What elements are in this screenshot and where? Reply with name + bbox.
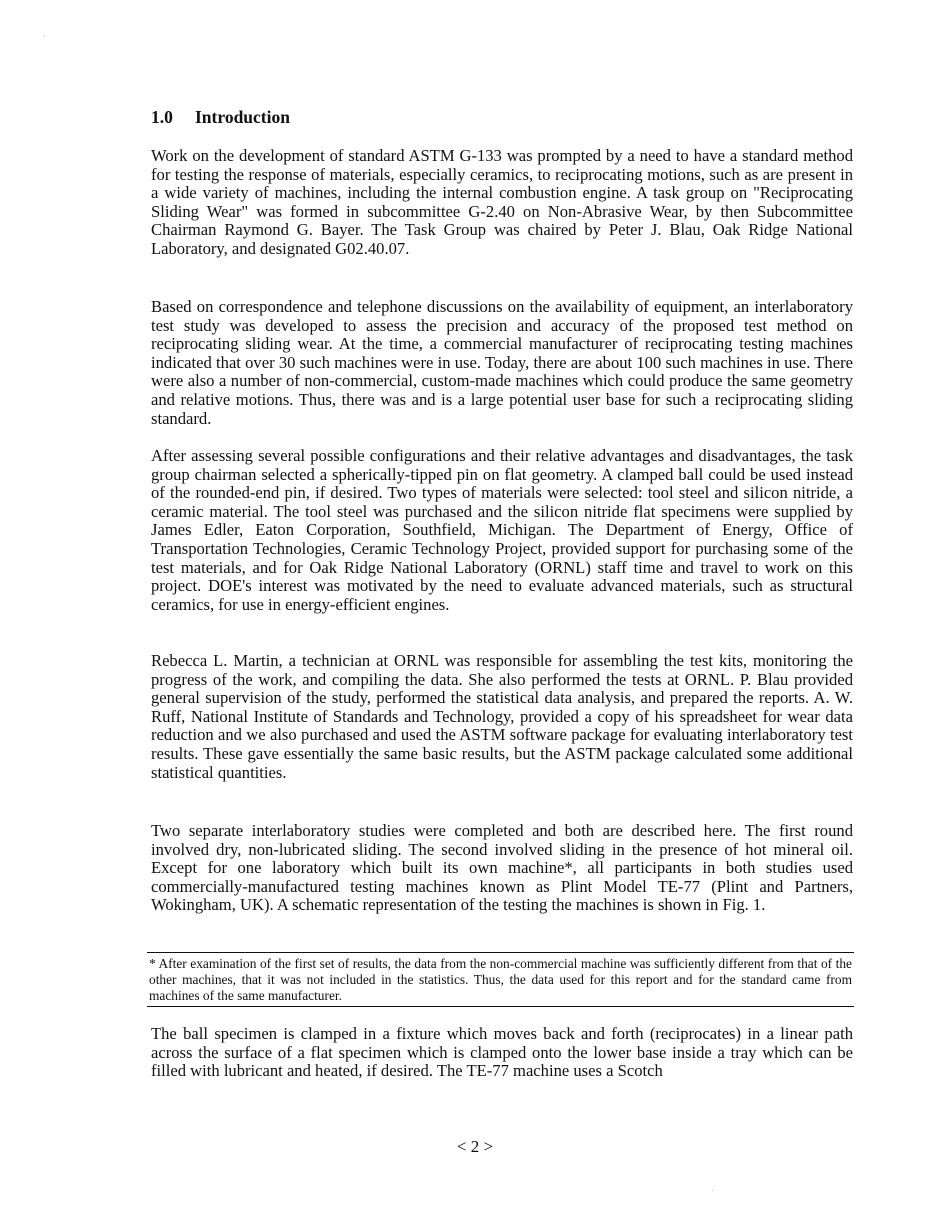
section-number: 1.0: [151, 107, 173, 127]
paragraph-2: Based on correspondence and telephone discussions on the availability of equipment, an interlaboratory test study was developed to assess the precision and accuracy of the proposed test method on reciprocating sliding wear. At the time, a commercial manufacturer of reciprocating testing machines indicated that over 30 such machines were in use. Today, there are about 100 such machines in use. There were also a number of non-commercial, custom-made machines which could produce the same geometry and relative motions. Thus, there was and is a large potential user base for such a reciprocating sliding standard.: [151, 297, 853, 428]
page-number: < 2 >: [456, 1137, 494, 1156]
paragraph-6: The ball specimen is clamped in a fixture which moves back and forth (reciprocates) in a linear path across the surface of a flat specimen which is clamped onto the lower base inside a tray which can be filled with lubricant and heated, if desired. The TE-77 machine uses a Scotch: [151, 1024, 853, 1081]
paragraph-4: Rebecca L. Martin, a technician at ORNL was responsible for assembling the test kits, monitoring the progress of the work, and compiling the data. She also performed the tests at ORNL. P. Blau provided general supervision of the study, performed the statistical data analysis, and prepared the reports. A. W. Ruff, National Institute of Standards and Technology, provided a copy of his spreadsheet for wear data reduction and we also purchased and used the ASTM software package for evaluating interlaboratory test results. These gave essentially the same basic results, but the ASTM package calculated some additional statistical quantities.: [151, 651, 853, 782]
paragraph-3: After assessing several possible configurations and their relative advantages and disadvantages, the task group chairman selected a spherically-tipped pin on flat geometry. A clamped ball could be used instead of the rounded-end pin, if desired. Two types of materials were selected: tool steel and silicon nitride, a ceramic material. The tool steel was purchased and the silicon nitride flat specimens were supplied by James Edler, Eaton Corporation, Southfield, Michigan. The Department of Energy, Office of Transportation Technologies, Ceramic Technology Project, provided support for purchasing some of the test materials, and for Oak Ridge National Laboratory (ORNL) staff time and travel to work on this project. DOE's interest was motivated by the need to evaluate advanced materials, such as structural ceramics, for use in energy-efficient engines.: [151, 446, 853, 614]
paragraph-5: Two separate interlaboratory studies were completed and both are described here. The first round involved dry, non-lubricated sliding. The second involved sliding in the presence of hot mineral oil. Except for one laboratory which built its own machine*, all participants in both studies used commercially-manufactured testing machines known as Plint Model TE-77 (Plint and Partners, Wokingham, UK). A schematic representation of the testing the machines is shown in Fig. 1.: [151, 821, 853, 915]
footnote-block: [147, 952, 854, 1007]
scan-speck: [44, 35, 45, 36]
footnote: * After examination of the first set of results, the data from the non-commercial machine was sufficiently different from that of the other machines, that it was not included in the statistics. Thus, the data used for this report and for the standard came from machines of the same manufacturer.: [149, 956, 852, 1004]
paragraph-1: Work on the development of standard ASTM G-133 was prompted by a need to have a standard method for testing the response of materials, especially ceramics, to reciprocating motions, such as are present in a wide variety of machines, including the internal combustion engine. A task group on "Reciprocating Sliding Wear" was formed in subcommittee G-2.40 on Non-Abrasive Wear, by then Subcommittee Chairman Raymond G. Bayer. The Task Group was chaired by Peter J. Blau, Oak Ridge National Laboratory, and designated G02.40.07.: [151, 146, 853, 258]
scan-speck: [712, 1190, 713, 1191]
section-heading: [151, 107, 290, 128]
section-title: Introduction: [195, 107, 290, 127]
